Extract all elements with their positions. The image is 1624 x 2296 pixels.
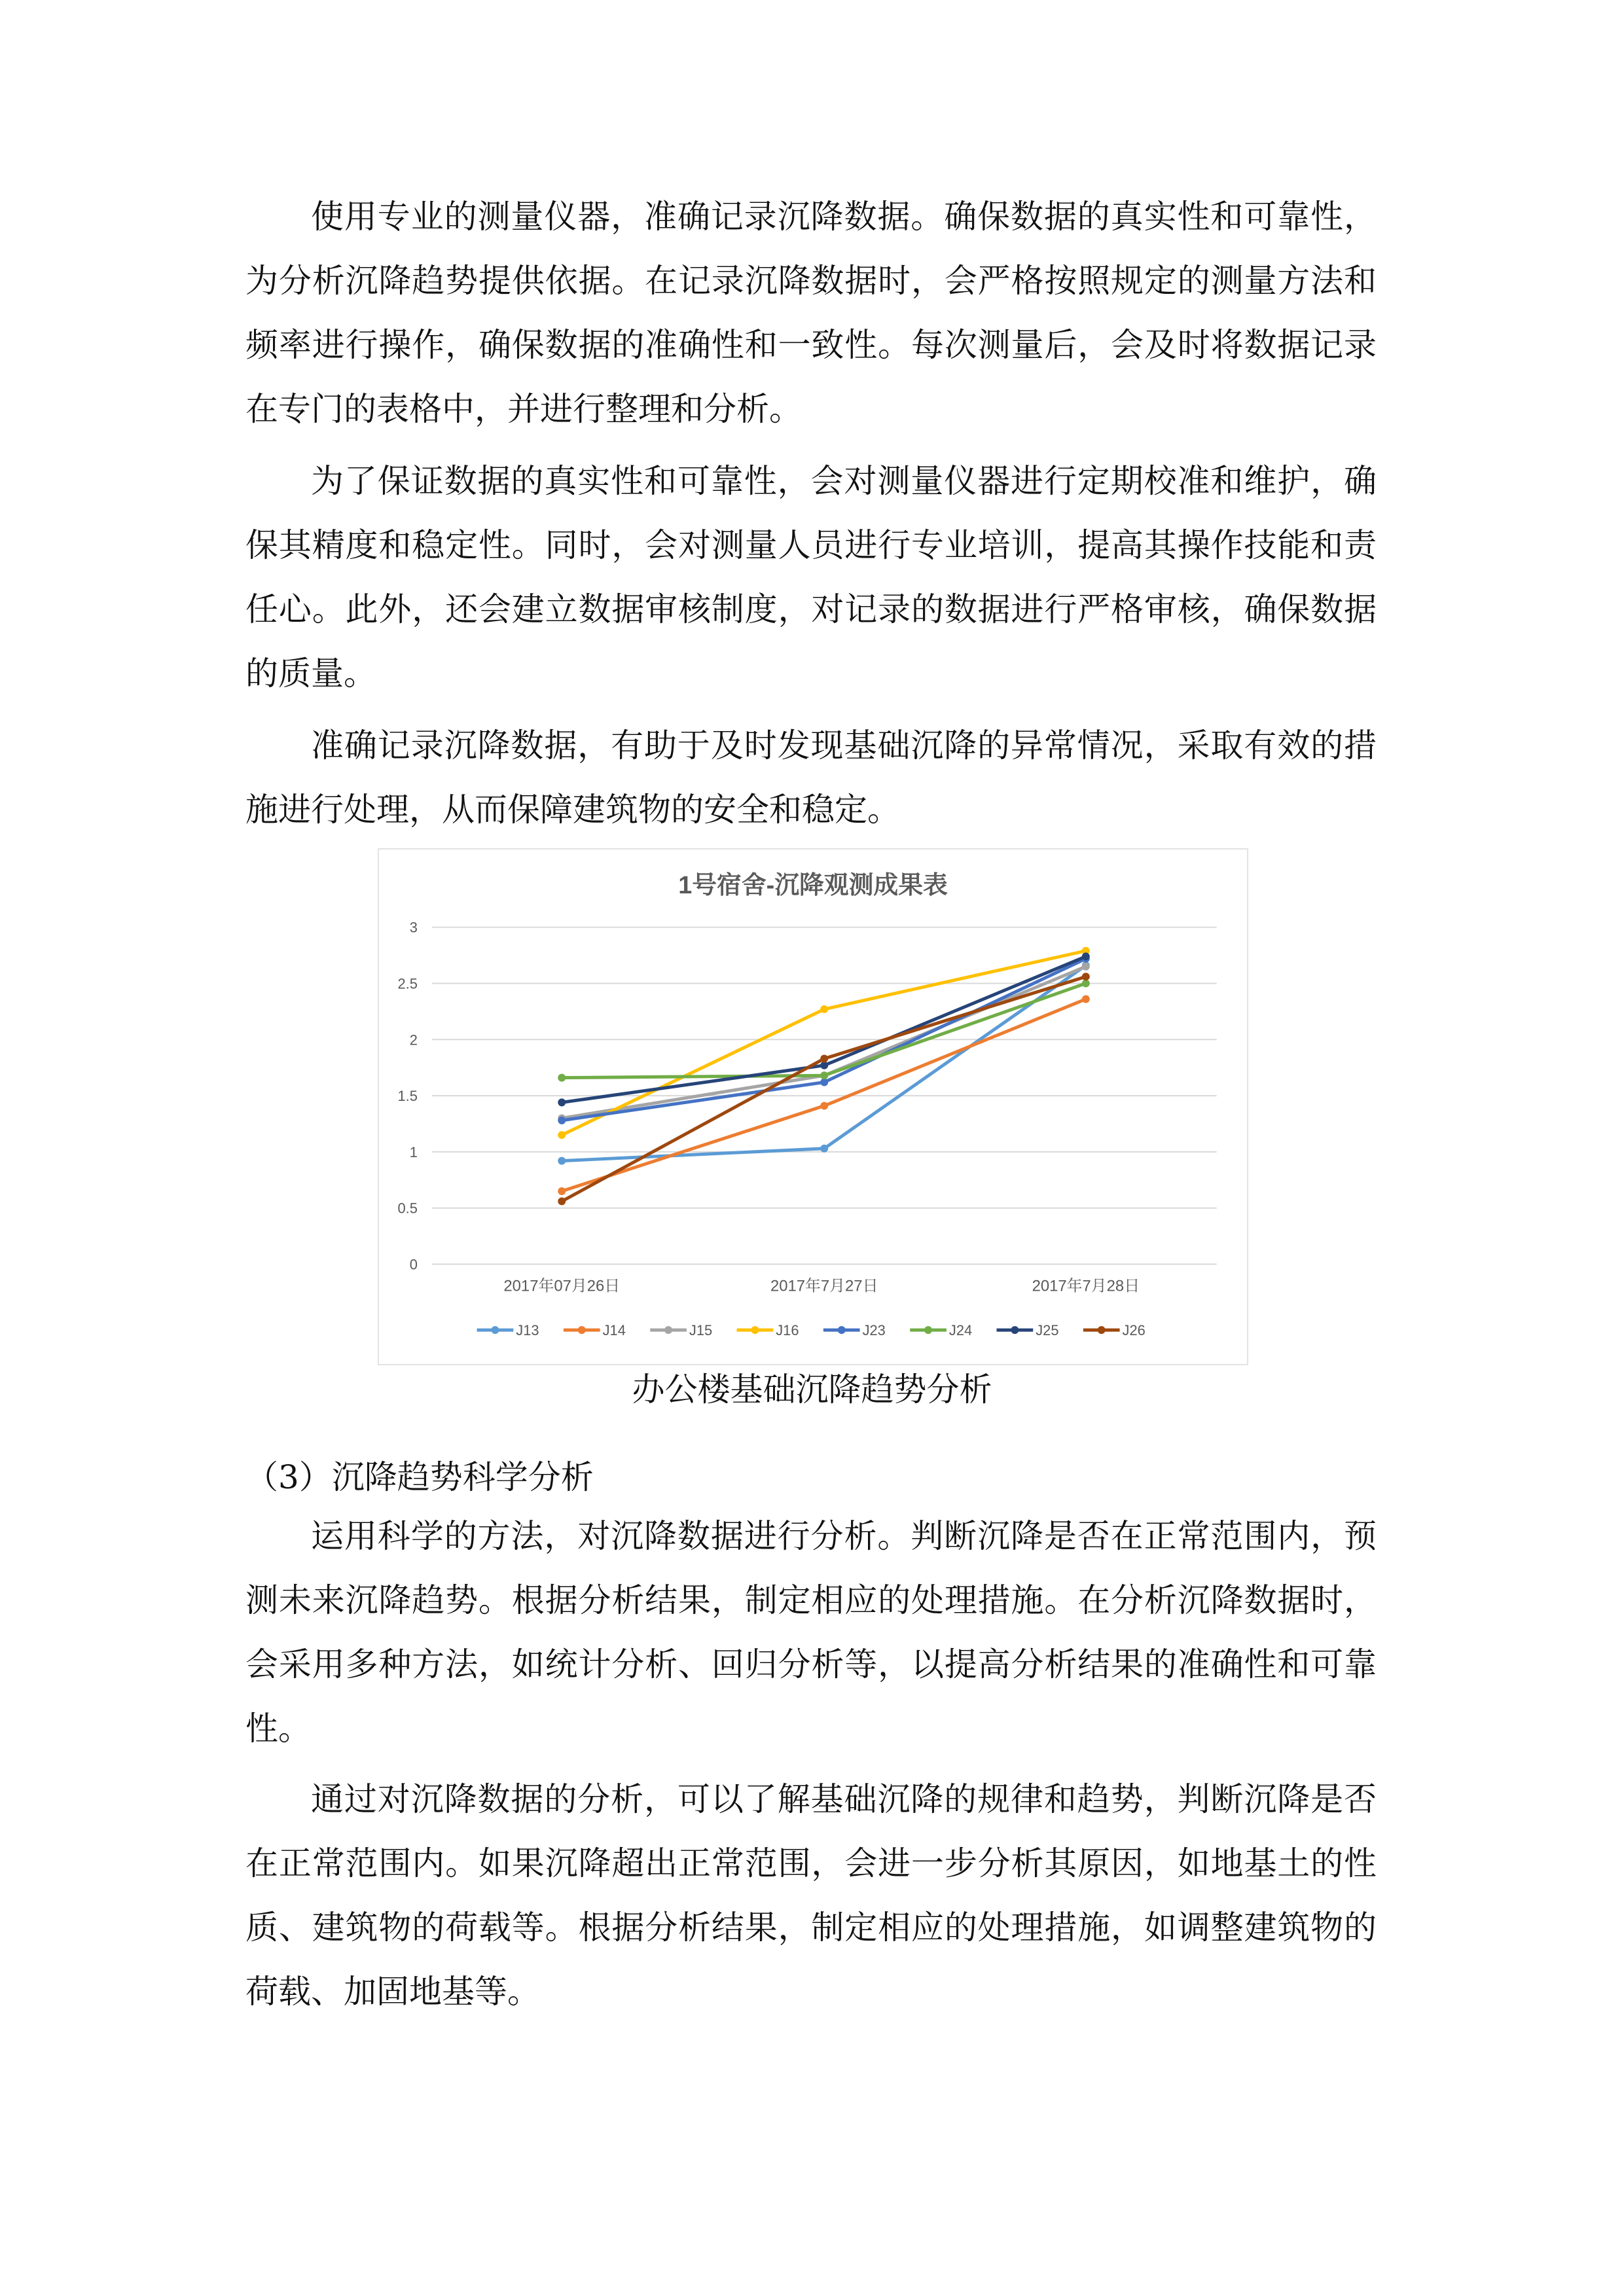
data-point-j13 (820, 1145, 828, 1153)
legend-label: J24 (948, 1322, 973, 1339)
paragraph: 运用科学的方法，对沉降数据进行分析。判断沉降是否在正常范围内，预测未来沉降趋势。根据分析结果，制定相应的处理措施。在分析沉降数据时，会采用多种方法，如统计分析、回归分析等，以提高分析结果的准确性和可靠性。 (245, 1517, 1377, 1748)
data-point-j16 (558, 1131, 566, 1139)
paragraph: 为了保证数据的真实性和可靠性，会对测量仪器进行定期校准和维护，确保其精度和稳定性。同时，会对测量人员进行专业培训，提高其操作技能和责任心。此外，还会建立数据审核制度，对记录的数据进行严格审核，确保数据的质量。 (245, 462, 1377, 692)
legend-marker-j23 (838, 1326, 846, 1334)
data-point-j25 (558, 1098, 566, 1106)
chart-title: 1号宿舍-沉降观测成果表 (678, 871, 948, 899)
y-tick-label: 0 (409, 1256, 418, 1273)
y-tick-label: 1 (409, 1143, 418, 1160)
legend-label: J26 (1122, 1322, 1146, 1339)
data-point-j26 (558, 1197, 566, 1205)
legend-marker-j25 (1011, 1326, 1019, 1334)
data-point-j26 (1082, 973, 1090, 980)
y-tick-label: 1.5 (397, 1088, 418, 1105)
section-heading: （3）沉降趋势科学分析 (245, 1458, 594, 1496)
data-point-j24 (1082, 980, 1090, 988)
line-chart (379, 850, 1247, 1364)
legend-label: J13 (516, 1322, 539, 1339)
legend-label: J25 (1036, 1322, 1059, 1339)
y-tick-label: 2 (409, 1031, 418, 1049)
data-point-j15 (1082, 963, 1090, 971)
data-point-j23 (558, 1117, 566, 1124)
y-tick-label: 2.5 (397, 975, 418, 992)
legend-marker-j26 (1098, 1326, 1106, 1334)
x-tick-label: 2017年7月27日 (770, 1277, 878, 1295)
legend-marker-j24 (924, 1326, 932, 1334)
legend-marker-j14 (578, 1326, 586, 1334)
paragraph: 通过对沉降数据的分析，可以了解基础沉降的规律和趋势，判断沉降是否在正常范围内。如果沉降超出正常范围，会进一步分析其原因，如地基土的性质、建筑物的荷载等。根据分析结果，制定相应的处理措施，如调整建筑物的荷载、加固地基等。 (245, 1780, 1377, 2011)
legend-marker-j16 (751, 1326, 759, 1334)
x-tick-label: 2017年7月28日 (1032, 1277, 1140, 1295)
data-point-j14 (1082, 996, 1090, 1003)
data-point-j14 (558, 1187, 566, 1195)
data-point-j24 (558, 1074, 566, 1082)
legend-marker-j15 (664, 1326, 672, 1334)
y-tick-label: 0.5 (397, 1200, 418, 1217)
data-point-j23 (820, 1079, 828, 1086)
legend-label: J15 (689, 1322, 713, 1339)
data-point-j26 (820, 1055, 828, 1063)
paragraph: 使用专业的测量仪器，准确记录沉降数据。确保数据的真实性和可靠性，为分析沉降趋势提供依据。在记录沉降数据时，会严格按照规定的测量方法和频率进行操作，确保数据的准确性和一致性。每次测量后，会及时将数据记录在专门的表格中，并进行整理和分析。 (245, 198, 1377, 428)
legend-label: J23 (862, 1322, 886, 1339)
paragraph: 准确记录沉降数据，有助于及时发现基础沉降的异常情况，采取有效的措施进行处理，从而保障建筑物的安全和稳定。 (245, 726, 1377, 829)
data-point-j24 (820, 1071, 828, 1079)
data-point-j25 (1082, 952, 1090, 960)
data-point-j14 (820, 1102, 828, 1110)
data-point-j16 (820, 1005, 828, 1013)
x-tick-label: 2017年07月26日 (503, 1277, 621, 1295)
data-point-j25 (820, 1062, 828, 1069)
settlement-chart (378, 848, 1248, 1365)
y-tick-label: 3 (409, 919, 418, 936)
legend-marker-j13 (491, 1326, 499, 1334)
figure-caption: 办公楼基础沉降趋势分析 (632, 1371, 992, 1408)
data-point-j13 (558, 1157, 566, 1165)
legend-label: J16 (776, 1322, 799, 1339)
legend-label: J14 (602, 1322, 626, 1339)
